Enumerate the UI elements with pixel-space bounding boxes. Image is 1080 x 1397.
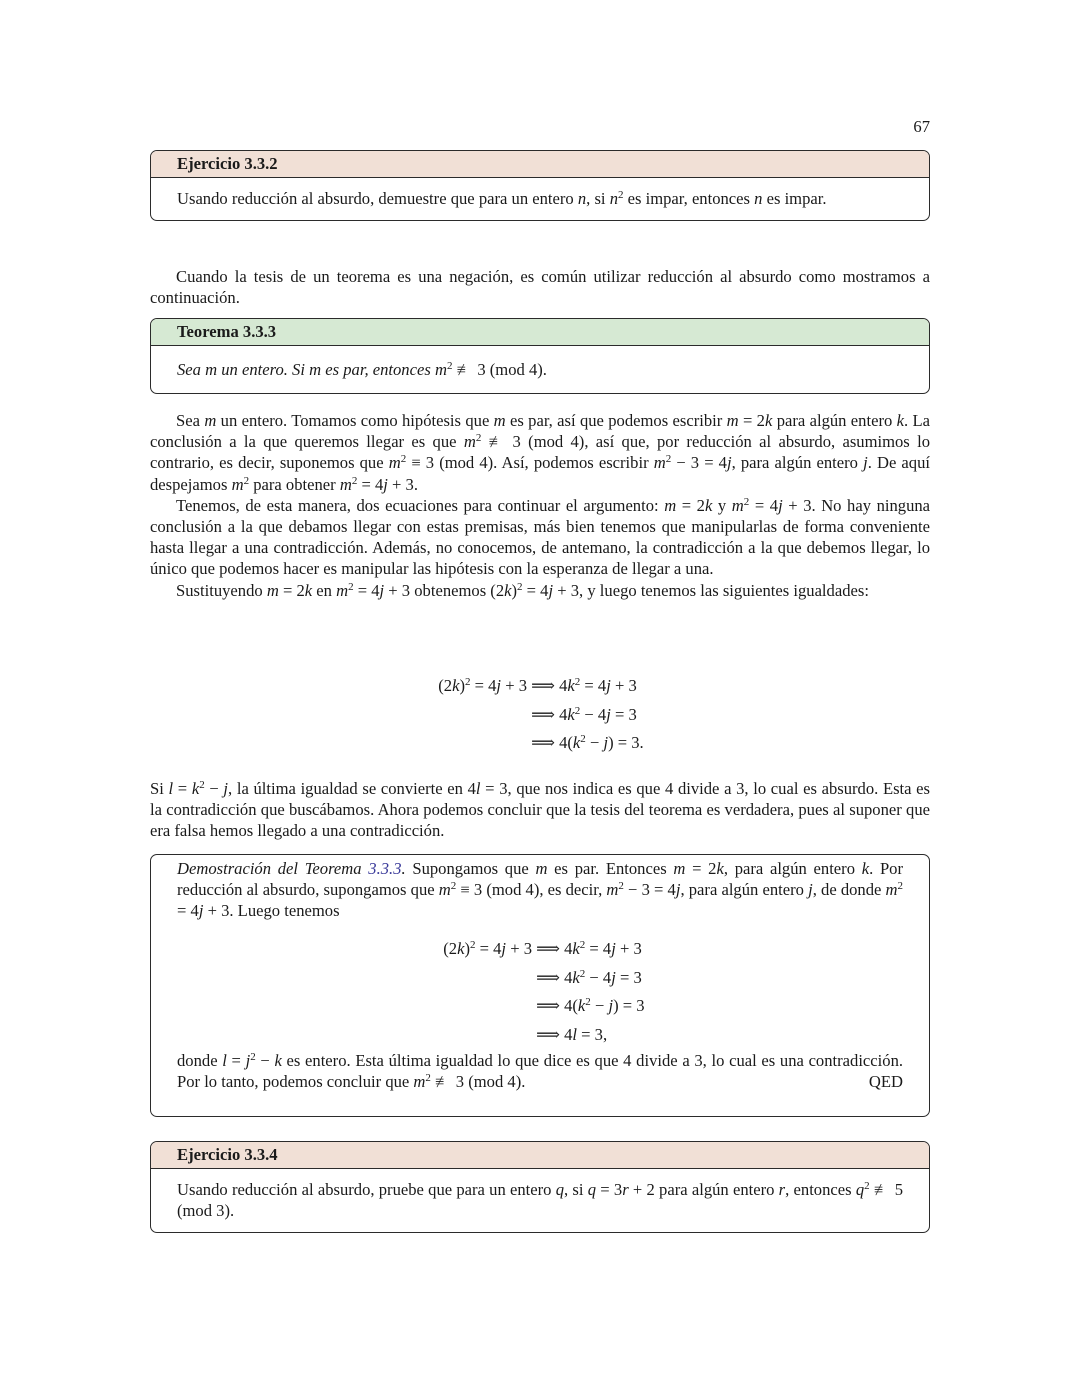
equation-row: $(2k)^2 = 4j + 3$ ⟹ $4k^2 = 4j + 3$ xyxy=(438,676,637,695)
proof-intro-text: Supongamos que m es par. Entonces m = 2k, para algún entero k. Por reducción al absurdo, supongamos que $m^2 \equiv 3$ (mod 4), es decir, $m^2 - 3 = 4j$, para algún entero j, de donde $m^2 = 4j + 3$. Luego tenemos xyxy=(177,859,904,921)
exercise-title: Ejercicio 3.3.2 xyxy=(151,151,929,178)
paragraph-2: Tenemos, de esta manera, dos ecuaciones para continuar el argumento: m = 2k y $m^2 = 4j + 3$. No hay ninguna conclusión a la que debamos llegar con estas premisas, más bien tenemos que manipularlas de forma conveniente hasta llegar a una contradicción. Además, no conocemos, de antemano, la contradicción a la que debemos llegar, lo único que podemos hacer es manipular las hipótesis con la esperanza de llegar a una. xyxy=(150,495,931,579)
proof-conclusion: donde $l = j^2 - k$ es entero. Esta última igualdad lo que dice es que 4 divide a 3, lo cual es una contradicción. Por lo tanto, podemos concluir que $m^2$ ≢ 3 (mod 4). QED xyxy=(177,1051,904,1092)
equation-block-1 xyxy=(410,672,644,758)
exercise-title: Ejercicio 3.3.4 xyxy=(151,1142,929,1169)
proof-box xyxy=(150,854,930,1117)
exercise-box-3-3-4 xyxy=(150,1141,930,1233)
theorem-box-3-3-3 xyxy=(150,318,930,394)
paragraph-after-equations: Si $l = k^2 - j$, la última igualdad se convierte en 4l = 3, que nos indica es que 4 divide a 3, lo cual es absurdo. Esta es la contradicción que buscábamos. Ahora podemos concluir que la tesis del teorema es verdadera, pues al suponer que era falsa hemos llegado a una contradicción. xyxy=(150,779,931,841)
paragraph-3: Sustituyendo m = 2k en $m^2 = 4j + 3$ obtenemos $(2k)^2 = 4j + 3$, y luego tenemos las siguientes igualdades: xyxy=(176,580,869,600)
theorem-statement: Sea m un entero. Si m es par, entonces $m^2$ ≢ 3 (mod 4). xyxy=(177,360,547,379)
equation-row: ⟹ $4(k^2 - j) = 3$. xyxy=(531,733,644,752)
proof-intro: Demostración del Teorema 3.3.3. Supongamos que m es par. Entonces m = 2k, para algún entero k. Por reducción al absurdo, supongamos que $m^2 \equiv 3$ (mod 4), es decir, $m^2 - 3 = 4j$, para algún entero j, de donde $m^2 = 4j + 3$. Luego tenemos xyxy=(177,859,904,921)
page-number: 67 xyxy=(913,117,930,136)
qed-marker: QED xyxy=(868,1072,903,1092)
exercise-body: Usando reducción al absurdo, demuestre que para un entero n, si $n^2$ es impar, entonces n es impar. xyxy=(177,189,827,208)
exercise-box-3-3-2 xyxy=(150,150,930,221)
paragraph-1: Sea m un entero. Tomamos como hipótesis que m es par, así que podemos escribir m = 2k para algún entero k. La conclusión a la que queremos llegar es que $m^2$ ≢ 3 (mod 4), así que, por reducción al absurdo, asumimos lo contrario, es decir, suponemos que $m^2 \equiv 3$ (mod 4). Así, podemos escribir $m^2 - 3 = 4j$, para algún entero j. De aquí despejamos $m^2$ para obtener $m^2 = 4j + 3$. xyxy=(150,411,930,494)
proof-equation-block: $(2k)^2 = 4j + 3$ ⟹ $4k^2 = 4j + 3$ ⟹ $4k^2 - 4j = 3$ ⟹ $4(k^2 - j) = 3$ ⟹ 4l = 3, xyxy=(443,939,645,1044)
exercise-body: Usando reducción al absurdo, pruebe que para un entero q, si q = 3r + 2 para algún entero r, entonces $q^2$ ≢ 5 (mod 3). xyxy=(177,1180,904,1221)
theorem-title: Teorema 3.3.3 xyxy=(151,319,929,346)
equation-row: ⟹ $4k^2 - 4j = 3$ xyxy=(531,704,637,724)
intro-paragraph: Cuando la tesis de un teorema es una negación, es común utilizar reducción al absurdo como mostramos a continuación. xyxy=(150,267,930,308)
proof-label: Demostración del Teorema xyxy=(177,859,362,878)
theorem-reference-link[interactable]: 3.3.3 xyxy=(368,859,402,878)
body-paragraphs xyxy=(150,410,930,601)
